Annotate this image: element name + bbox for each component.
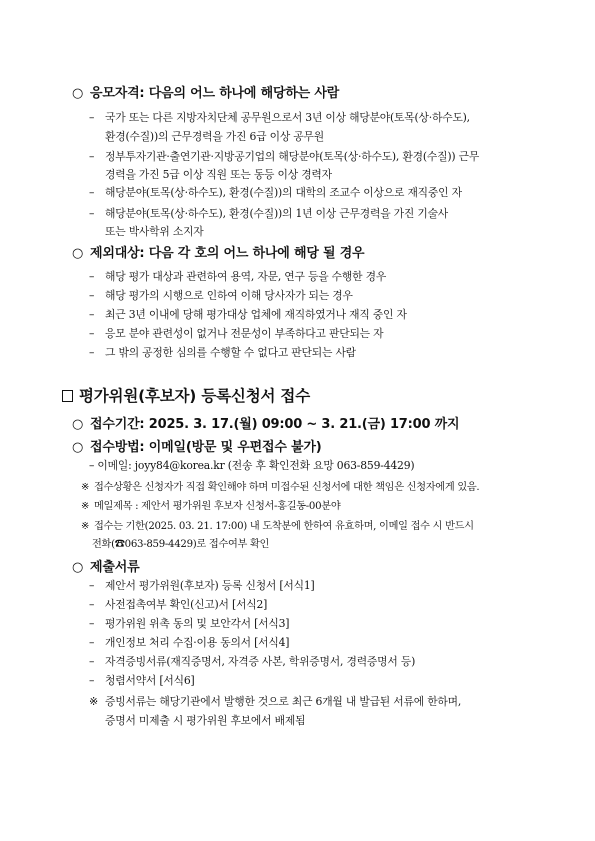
- qualification-item-line: 정부투자기관·출연기관·지방공기업의 해당분야(토목(상·하수도), 환경(수질)) 근무: [105, 150, 480, 163]
- circle-bullet-icon: ○: [72, 86, 84, 101]
- qualification-heading-text: 응모자격: 다음의 어느 하나에 해당하는 사람: [90, 86, 340, 101]
- note-text: 접수상황은 신청자가 직접 확인해야 하며 미접수된 신청서에 대한 책임은 신청자에게 있음.: [94, 482, 480, 493]
- dash-bullet-icon: –: [89, 674, 95, 687]
- document-item: [89, 616, 289, 631]
- dash-bullet-icon: –: [89, 289, 95, 302]
- circle-bullet-icon: ○: [72, 246, 84, 261]
- dash-bullet-icon: –: [89, 186, 95, 199]
- note-line: [81, 497, 340, 512]
- exclusion-heading-text: 제외대상: 다음 각 호의 어느 하나에 해당 될 경우: [90, 246, 365, 261]
- documents-heading: [72, 556, 139, 575]
- qualification-heading: [72, 82, 339, 101]
- document-item-text: 평가위원 위촉 동의 및 보안각서 [서식3]: [105, 617, 290, 630]
- qualification-item-line: 해당분야(토목(상·하수도), 환경(수질))의 대학의 조교수 이상으로 재직중인 자: [105, 186, 462, 199]
- exclusion-item-text: 해당 평가 대상과 관련하여 용역, 자문, 연구 등을 수행한 경우: [105, 270, 387, 283]
- email-line: – 이메일: joyy84@korea.kr (전송 후 확인전화 요망 063-859-4429): [89, 459, 415, 472]
- note-line: [81, 517, 474, 532]
- exclusion-item: [89, 326, 383, 341]
- exclusion-item-text: 응모 분야 관련성이 없거나 전문성이 부족하다고 판단되는 자: [105, 327, 384, 340]
- exclusion-item: [89, 345, 356, 360]
- exclusion-item-text: 최근 3년 이내에 당해 평가대상 업체에 재직하였거나 재직 중인 자: [105, 308, 407, 321]
- dash-bullet-icon: –: [89, 655, 95, 668]
- exclusion-item: [89, 288, 353, 303]
- dash-bullet-icon: –: [89, 308, 95, 321]
- document-item-text: 청렴서약서 [서식6]: [105, 674, 195, 687]
- document-item: [89, 597, 267, 612]
- exclusion-heading: [72, 242, 364, 261]
- dash-bullet-icon: –: [89, 636, 95, 649]
- dash-bullet-icon: –: [89, 111, 95, 124]
- qualification-item: [89, 206, 448, 221]
- exclusion-item: [89, 269, 386, 284]
- qualification-item-continuation: 경력을 가진 5급 이상 직원 또는 동등 이상 경력자: [105, 168, 332, 181]
- exclusion-item-text: 그 밖의 공정한 심의를 수행할 수 없다고 판단되는 사람: [105, 346, 356, 359]
- registration-title-text: 평가위원(후보자) 등록신청서 접수: [79, 387, 310, 405]
- method-heading: [72, 436, 322, 455]
- reference-mark-icon: ※: [81, 482, 90, 493]
- document-item: [89, 578, 315, 593]
- note-line: [81, 478, 479, 493]
- square-bullet-icon: [62, 390, 73, 402]
- document-item: [89, 635, 289, 650]
- documents-note-text: 증빙서류는 해당기관에서 발행한 것으로 최근 6개월 내 발급된 서류에 한하며,: [105, 695, 462, 708]
- note-continuation: 전화(☎063-859-4429)로 접수여부 확인: [92, 539, 270, 550]
- dash-bullet-icon: –: [89, 270, 95, 283]
- circle-bullet-icon: ○: [72, 417, 84, 432]
- documents-note-continuation: 증명서 미제출 시 평가위원 후보에서 배제됨: [105, 714, 306, 727]
- qualification-item-line: 해당분야(토목(상·하수도), 환경(수질))의 1년 이상 근무경력을 가진 기술사: [105, 207, 449, 220]
- circle-bullet-icon: ○: [72, 560, 84, 575]
- qualification-item: [89, 110, 470, 125]
- document-item: [89, 673, 195, 688]
- circle-bullet-icon: ○: [72, 440, 84, 455]
- note-text: 메일제목 : 제안서 평가위원 후보자 신청서-홍길동-00분야: [94, 501, 341, 512]
- reference-mark-icon: ※: [81, 521, 90, 532]
- document-item-text: 사전접촉여부 확인(신고)서 [서식2]: [105, 598, 268, 611]
- reference-mark-icon: ※: [89, 695, 98, 708]
- dash-bullet-icon: –: [89, 150, 95, 163]
- qualification-item: [89, 185, 462, 200]
- dash-bullet-icon: –: [89, 346, 95, 359]
- qualification-item-continuation: 환경(수질))의 근무경력을 가진 6급 이상 공무원: [105, 130, 325, 143]
- period-text: 접수기간: 2025. 3. 17.(월) 09:00 ~ 3. 21.(금) 17:00 까지: [90, 417, 460, 432]
- dash-bullet-icon: –: [89, 327, 95, 340]
- exclusion-item: [89, 307, 407, 322]
- registration-title: [62, 384, 310, 406]
- reference-mark-icon: ※: [81, 501, 90, 512]
- document-item-text: 개인정보 처리 수집·이용 동의서 [서식4]: [105, 636, 290, 649]
- method-heading-text: 접수방법: 이메일(방문 및 우편접수 불가): [90, 440, 322, 455]
- document-item-text: 자격증빙서류(재직증명서, 자격증 사본, 학위증명서, 경력증명서 등): [105, 655, 416, 668]
- note-text: 접수는 기한(2025. 03. 21. 17:00) 내 도착분에 한하여 유효하며, 이메일 접수 시 반드시: [94, 521, 474, 532]
- document-item-text: 제안서 평가위원(후보자) 등록 신청서 [서식1]: [105, 579, 315, 592]
- qualification-item-continuation: 또는 박사학위 소지자: [105, 225, 204, 238]
- qualification-item: [89, 149, 479, 164]
- dash-bullet-icon: –: [89, 598, 95, 611]
- documents-note: [89, 694, 461, 709]
- documents-heading-text: 제출서류: [90, 560, 140, 575]
- dash-bullet-icon: –: [89, 207, 95, 220]
- qualification-item-line: 국가 또는 다른 지방자치단체 공무원으로서 3년 이상 해당분야(토목(상·하수도),: [105, 111, 470, 124]
- document-item: [89, 654, 415, 669]
- exclusion-item-text: 해당 평가의 시행으로 인하여 이해 당사자가 되는 경우: [105, 289, 353, 302]
- period-line: [72, 413, 459, 432]
- dash-bullet-icon: –: [89, 579, 95, 592]
- dash-bullet-icon: –: [89, 617, 95, 630]
